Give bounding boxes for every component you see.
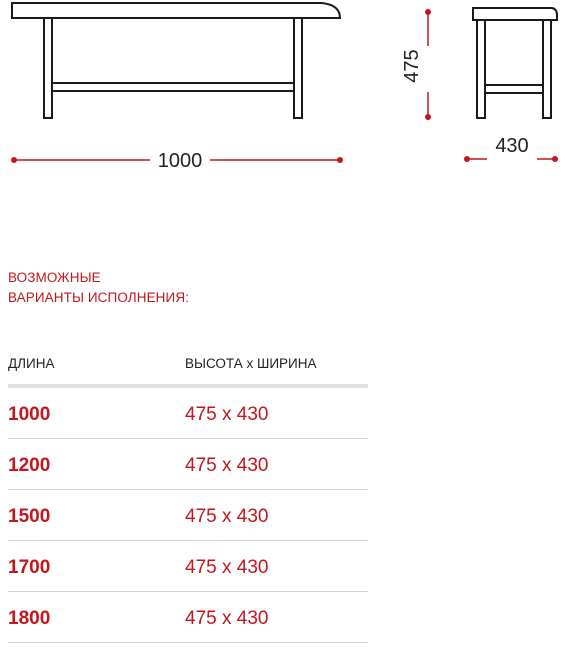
length-dimension-label: 1000 (157, 150, 203, 172)
height-dimension (401, 9, 431, 120)
row-size: 475 x 430 (185, 506, 269, 527)
row-size: 475 x 430 (185, 455, 269, 476)
table-row (8, 439, 368, 490)
side-leg-right (543, 20, 551, 118)
depth-dimension (464, 135, 558, 162)
depth-dimension-end-dot (464, 156, 470, 162)
variants-table (8, 356, 368, 643)
variants-heading-line1: ВОЗМОЖНЫЕ (8, 270, 101, 285)
front-leg-left (44, 18, 52, 118)
variants-heading (8, 268, 308, 308)
row-length: 1700 (8, 557, 51, 578)
table-row (8, 388, 368, 439)
length-dimension-end-dot (11, 157, 17, 163)
depth-dimension-label: 430 (495, 135, 529, 157)
height-dimension-label: 475 (401, 49, 423, 83)
bench-front-view (12, 3, 340, 118)
variants-heading-line2: ВАРИАНТЫ ИСПОЛНЕНИЯ: (8, 290, 190, 305)
table-row (8, 541, 368, 592)
row-size: 475 x 430 (185, 608, 269, 629)
front-leg-right (294, 18, 302, 118)
row-length: 1800 (8, 608, 51, 629)
height-dimension-end-dot (425, 9, 431, 15)
row-size: 475 x 430 (185, 557, 269, 578)
side-seat-top (473, 8, 557, 20)
side-leg-left (477, 20, 485, 118)
row-length: 1500 (8, 506, 51, 527)
height-dimension-end-dot (425, 114, 431, 120)
bench-side-view (473, 8, 557, 118)
column-header-size: ВЫСОТА x ШИРИНА (185, 356, 317, 371)
table-row (8, 490, 368, 541)
front-seat-top (12, 3, 340, 18)
row-size: 475 x 430 (185, 404, 269, 425)
row-length: 1200 (8, 455, 51, 476)
row-length: 1000 (8, 404, 51, 425)
length-dimension (11, 150, 343, 172)
table-row (8, 592, 368, 643)
bench-drawing (0, 0, 568, 190)
table-header (8, 356, 368, 382)
front-stretcher (52, 83, 294, 91)
length-dimension-end-dot (337, 157, 343, 163)
depth-dimension-end-dot (552, 156, 558, 162)
side-stretcher (485, 85, 543, 93)
column-header-length: ДЛИНА (8, 356, 55, 371)
